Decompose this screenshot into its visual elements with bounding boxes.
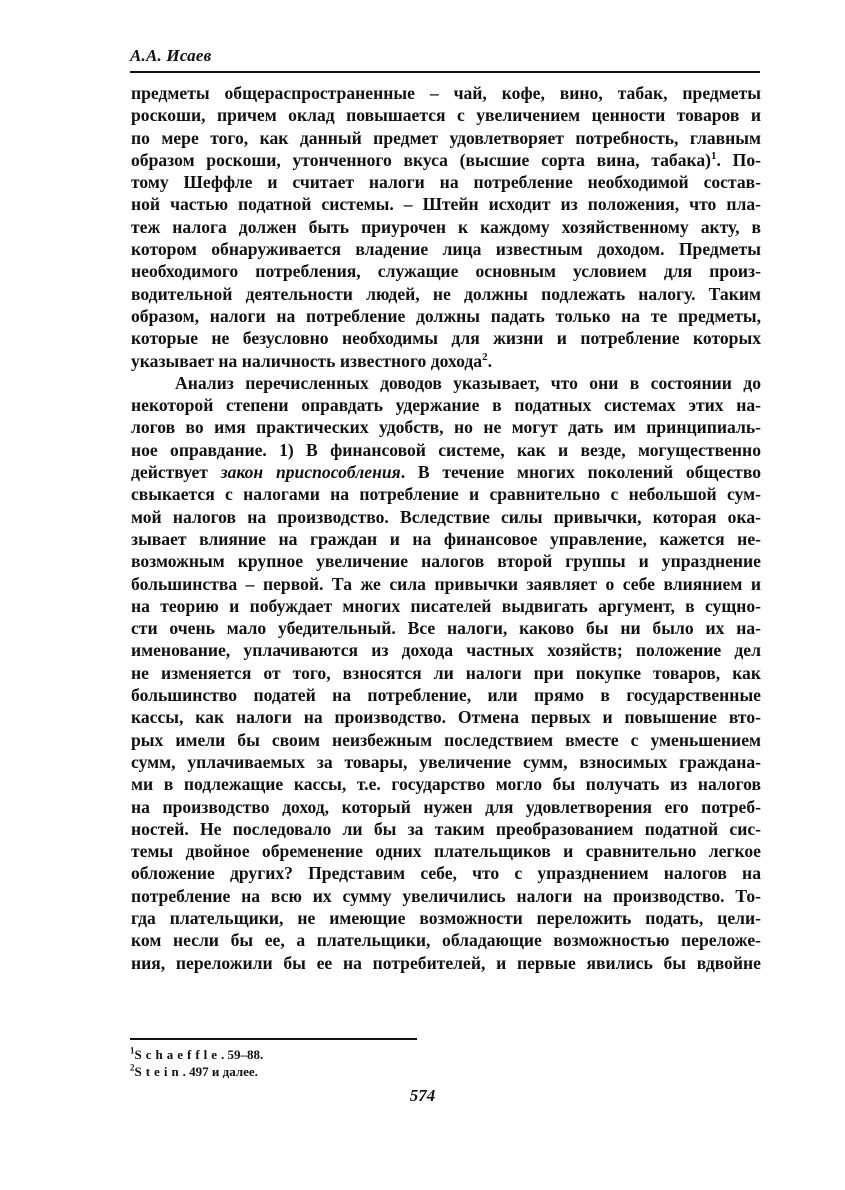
footnote-author: Stein bbox=[134, 1064, 183, 1079]
text-line: именование, уплачиваются из дохода частных хозяйств; положение дел bbox=[131, 640, 761, 661]
text-line: ком несли бы ее, а плательщики, обладающие возможностью переложе- bbox=[131, 930, 761, 951]
text-line: роскоши, причем оклад повышается с увеличением ценности товаров и bbox=[131, 105, 761, 126]
header-rule bbox=[130, 71, 760, 73]
footnote-author: Schaeffle bbox=[134, 1047, 222, 1062]
text-line: указывает на наличность известного дохода$^2$. bbox=[131, 350, 492, 371]
text-line: сти очень мало убедительный. Все налоги, каково бы ни было их на- bbox=[131, 618, 761, 639]
text-line: темы двойное обременение одних плательщиков и сравнительно легкое bbox=[131, 841, 761, 862]
text-line: логов во имя практических удобств, но не могут дать им принципиаль- bbox=[131, 417, 761, 438]
running-head: А.А. Исаев bbox=[130, 46, 212, 65]
footnote-mark: 1 bbox=[130, 1045, 135, 1056]
text-line: на теорию и побуждает многих писателей выдвигать аргумент, в сущно- bbox=[131, 595, 761, 616]
footnotes bbox=[130, 1046, 263, 1080]
text-line: большинство податей на потребление, или прямо в государственные bbox=[131, 685, 761, 706]
text-line: которые не безусловно необходимы для жизни и потребление которых bbox=[131, 328, 761, 349]
footnote: $^2$Stein. 497 и далее. bbox=[130, 1062, 258, 1079]
text-line: гда плательщики, не имеющие возможности переложить подать, цели- bbox=[131, 907, 761, 928]
text-line: ностей. Не последовало ли бы за таким преобразованием податной сис- bbox=[131, 818, 761, 839]
text-line: котором обнаруживается владение лица известным доходом. Предметы bbox=[131, 239, 761, 260]
footnote-ref: 2 bbox=[482, 350, 488, 363]
text-line: ное оправдание. 1) В финансовой системе, как и везде, могущественно bbox=[131, 439, 761, 460]
text-line: образом, налоги на потребление должны падать только на те предметы, bbox=[131, 305, 761, 326]
footnote: $^1$Schaeffle. 59–88. bbox=[130, 1045, 264, 1062]
text-line: предметы общераспространенные – чай, кофе, вино, табак, предметы bbox=[131, 83, 761, 103]
text-line: необходимого потребления, служащие основным условием для произ- bbox=[131, 261, 761, 282]
text-line: на производство доход, который нужен для удовлетворения его потреб- bbox=[131, 796, 761, 817]
text-line: обложение других? Представим себе, что с упразднением налогов на bbox=[131, 863, 761, 884]
text-line: не изменяется от того, взносятся ли налоги при покупке товаров, как bbox=[131, 662, 761, 683]
text-line: водительной деятельности людей, не должны подлежать налогу. Таким bbox=[131, 283, 761, 304]
text-line: Анализ перечисленных доводов указывает, что они в состоянии до bbox=[175, 372, 761, 393]
text-line: мой налогов на производство. Вследствие силы привычки, которая ока- bbox=[131, 506, 761, 527]
text-line: ной частью податной системы. – Штейн исходит из положения, что пла- bbox=[131, 194, 761, 215]
text-line: зывает влияние на граждан и на финансовое управление, кажется не- bbox=[131, 528, 761, 549]
text-line: большинства – первой. Та же сила привычки заявляет о себе влиянием и bbox=[131, 573, 761, 594]
footnote-ref: 1 bbox=[711, 150, 717, 163]
footnote-rule bbox=[130, 1038, 417, 1040]
text-line: рых имели бы своим неизбежным последствием вместе с уменьшением bbox=[131, 729, 761, 750]
text-line: образом роскоши, утонченного вкуса (высшие сорта вина, табака)$^1$. По- bbox=[131, 149, 761, 170]
text-line: действует закон приспособления. В течение многих поколений общество bbox=[131, 462, 762, 483]
text-line: потребление на всю их сумму увеличились налоги на производство. То- bbox=[131, 885, 761, 906]
text-line: сумм, уплачиваемых за товары, увеличение сумм, взносимых гражданa- bbox=[131, 751, 761, 772]
text-line: ми в подлежащие кассы, т.е. государство могло бы получать из налогов bbox=[131, 774, 761, 795]
text-line: теж налога должен быть приурочен к каждому хозяйственному акту, в bbox=[131, 216, 761, 237]
text-line: ния, переложили бы ее на потребителей, и первые явились бы вдвойне bbox=[131, 952, 761, 973]
body-text bbox=[131, 82, 761, 974]
text-line: тому Шеффле и считает налоги на потребление необходимой состав- bbox=[131, 172, 761, 193]
emphasis: закон приспособления bbox=[220, 462, 401, 483]
page-number: 574 bbox=[409, 1086, 436, 1105]
text-line: свыкается с налогами на потребление и сравнительно с небольшой сум- bbox=[131, 484, 761, 505]
text-line: некоторой степени оправдать удержание в податных системах этих на- bbox=[131, 395, 761, 416]
text-line: по мере того, как данный предмет удовлетворяет потребность, главным bbox=[131, 127, 761, 148]
text-line: возможным крупное увеличение налогов второй группы и упразднение bbox=[131, 551, 761, 572]
footnote-mark: 2 bbox=[130, 1062, 135, 1073]
text-line: кассы, как налоги на производство. Отмена первых и повышение вто- bbox=[131, 707, 761, 728]
